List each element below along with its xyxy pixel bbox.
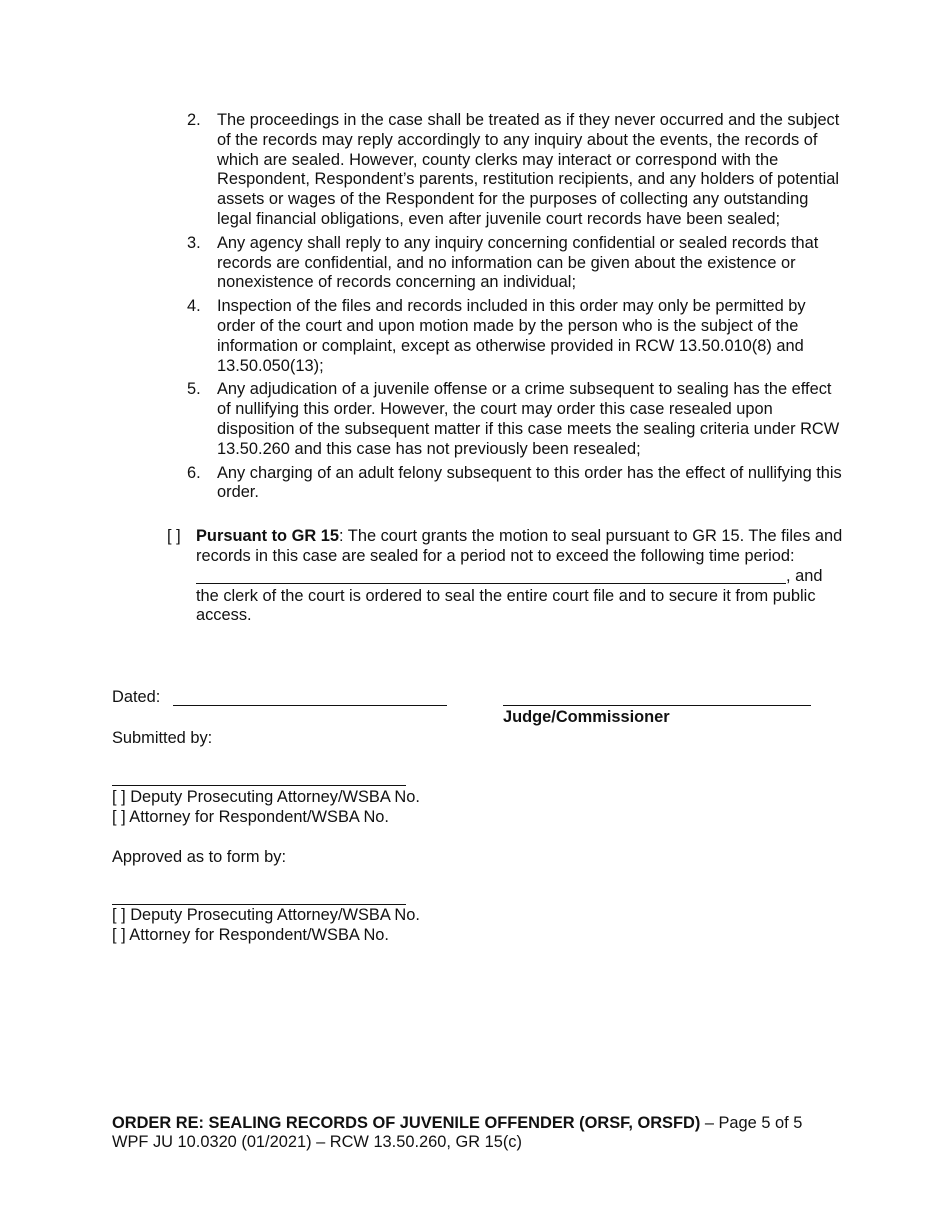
provision-text: Inspection of the files and records included in this order may only be permitted by order of the court and upon motion made by the person who is the subject of the information or complaint, except as otherwise provided in RCW 13.50.010(8) and 13.50.050(13); (217, 297, 806, 375)
numbered-provisions (187, 111, 847, 507)
approved-deputy-option[interactable]: [ ] Deputy Prosecuting Attorney/WSBA No. (112, 906, 420, 924)
footer-form-id: WPF JU 10.0320 (01/2021) – RCW 13.50.260, GR 15(c) (112, 1133, 522, 1151)
provision-number: 6. (187, 463, 201, 482)
provision-text: Any charging of an adult felony subsequent to this order has the effect of nullifying this order. (217, 463, 842, 502)
time-period-field (196, 567, 847, 587)
submitted-by-label: Submitted by: (112, 729, 213, 747)
gr15-checkbox[interactable]: [ ] (167, 527, 181, 545)
gr15-body (196, 527, 847, 626)
provision-text: Any adjudication of a juvenile offense or a crime subsequent to sealing has the effect of nullifying this order. However, the court may order this case resealed upon disposition of the subsequent matter if this case meets the sealing criteria under RCW 13.50.260 and this case has not previously been resealed; (217, 380, 840, 458)
gr15-tail: the clerk of the court is ordered to seal the entire court file and to secure it from public access. (196, 586, 816, 625)
gr15-intro: : The court grants the motion to seal pursuant to GR 15. The files and records in this case are sealed for a period not to exceed the following time period: (196, 527, 843, 565)
provision-item-4 (187, 297, 847, 376)
dated-signature-line[interactable] (173, 705, 447, 706)
dated-label: Dated: (112, 688, 161, 706)
gr15-heading: Pursuant to GR 15 (196, 527, 339, 545)
time-period-blank[interactable] (196, 567, 786, 584)
provision-number: 3. (187, 233, 201, 252)
provision-text: Any agency shall reply to any inquiry concerning confidential or sealed records that records are confidential, and no information can be given about the existence or nonexistence of records concerning an individual; (217, 233, 819, 292)
submitted-deputy-option[interactable]: [ ] Deputy Prosecuting Attorney/WSBA No. (112, 788, 420, 806)
provision-text: The proceedings in the case shall be treated as if they never occurred and the subject of the records may reply accordingly to any inquiry about the events, the records of which are sealed. However, county clerks may interact or correspond with the Respondent, Respondent’s parents, restitution recipients, and any holders of potential assets or wages of the Respondent for the purposes of collecting any outstanding legal financial obligations, even after juvenile court records have been sealed; (217, 111, 840, 228)
provision-item-5 (187, 380, 847, 459)
time-period-and: , and (786, 566, 823, 585)
approved-attorney-option[interactable]: [ ] Attorney for Respondent/WSBA No. (112, 926, 389, 944)
gr15-section (167, 527, 847, 626)
submitted-attorney-option[interactable]: [ ] Attorney for Respondent/WSBA No. (112, 808, 389, 826)
submitted-signature-line[interactable] (112, 785, 406, 786)
judge-signature-line[interactable] (503, 705, 811, 706)
footer-title: ORDER RE: SEALING RECORDS OF JUVENILE OFFENDER (ORSF, ORSFD) (112, 1114, 701, 1132)
footer-title-line (112, 1114, 802, 1134)
approved-by-label: Approved as to form by: (112, 848, 287, 866)
provision-item-6 (187, 464, 847, 504)
judge-label: Judge/Commissioner (503, 708, 670, 726)
provision-item-3 (187, 234, 847, 293)
approved-signature-line[interactable] (112, 904, 406, 905)
footer-page: – Page 5 of 5 (700, 1114, 803, 1132)
provision-number: 5. (187, 380, 201, 399)
provision-number: 2. (187, 111, 201, 129)
provision-item-2 (187, 111, 847, 230)
provision-number: 4. (187, 297, 201, 316)
